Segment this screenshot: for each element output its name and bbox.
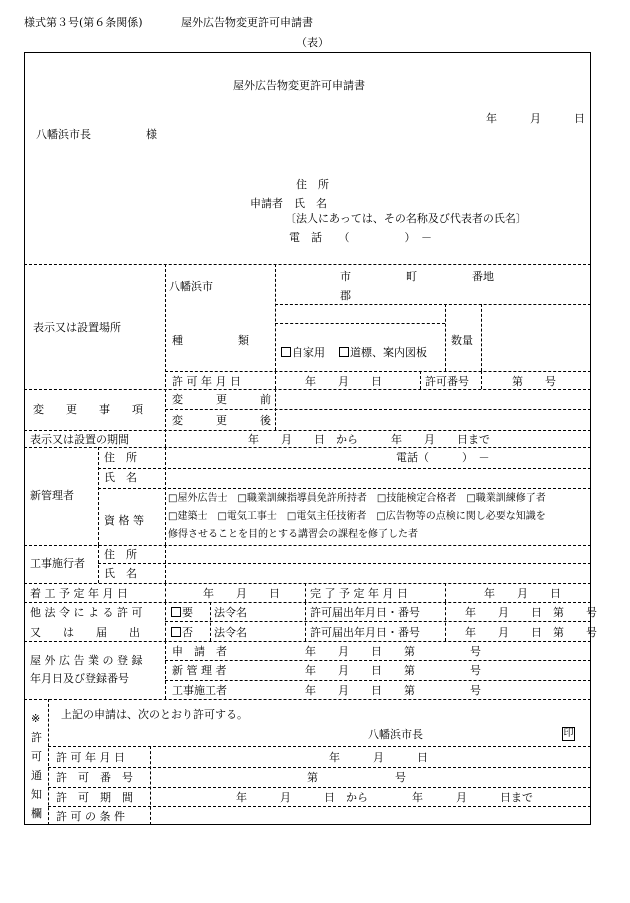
applicant-name-label: 申請者 氏 名 <box>250 197 327 210</box>
location-label: 表示又は設置場所 <box>33 321 121 334</box>
other-law-no[interactable]: 否 <box>171 627 193 638</box>
start-date-label: 着 工 予 定 年 月 日 <box>30 587 128 600</box>
registration-label-1: 屋 外 広 告 業 の 登 録 <box>30 654 143 667</box>
period-label: 表示又は設置の期間 <box>30 433 129 446</box>
registration-role-contractor: 工事施工者 <box>172 684 227 697</box>
notice-side-4: 通 <box>31 769 42 782</box>
change-label: 変 更 事 項 <box>33 403 143 416</box>
notice-side-1: ※ <box>31 712 41 725</box>
notice-side-2: 許 <box>31 731 42 744</box>
start-date-value[interactable]: 年 月 日 <box>203 587 280 600</box>
filing-value-2[interactable]: 年 月 日 第 号 <box>465 626 597 639</box>
notice-permit-no-value[interactable]: 第 号 <box>307 771 406 784</box>
manager-address-label: 住 所 <box>104 451 137 464</box>
type-option-jikayou[interactable]: 自家用 <box>281 347 325 358</box>
registration-role-applicant: 申 請 者 <box>172 645 227 658</box>
checkbox-icon[interactable] <box>339 347 349 357</box>
form-title-top: 屋外広告物変更許可申請書 <box>181 16 313 29</box>
permit-date-value[interactable]: 年 月 日 <box>305 375 382 388</box>
law-name-label-2: 法令名 <box>214 626 247 639</box>
manager-qual-line2[interactable]: □建築士 □電気工事士 □電気主任技術者 □広告物等の点検に関し必要な知識を <box>168 511 546 522</box>
checkbox-icon[interactable] <box>281 347 291 357</box>
omote-label: （表） <box>296 36 329 49</box>
notice-side-6: 欄 <box>31 807 42 820</box>
period-value[interactable]: 年 月 日 から 年 月 日まで <box>248 433 490 446</box>
quantity-label: 数量 <box>451 334 473 347</box>
addressee: 八幡浜市長 様 <box>36 128 157 141</box>
notice-permit-date-value[interactable]: 年 月 日 <box>329 751 428 764</box>
other-law-label-1: 他 法 令 に よ る 許 可 <box>30 606 143 619</box>
notice-permit-no-label: 許 可 番 号 <box>56 771 133 784</box>
permit-date-label: 許 可 年 月 日 <box>172 375 241 388</box>
law-name-label-1: 法令名 <box>214 606 247 619</box>
registration-value-contractor[interactable]: 年 月 日 第 号 <box>305 684 481 697</box>
notice-statement: 上記の申請は、次のとおり許可する。 <box>61 708 248 721</box>
permit-no-value[interactable]: 第 号 <box>512 375 556 388</box>
location-city: 八幡浜市 <box>169 280 213 293</box>
permit-no-label: 許可番号 <box>425 375 469 388</box>
location-town-row2: 郡 <box>340 289 351 302</box>
checkbox-icon[interactable] <box>171 627 181 637</box>
notice-side-5: 知 <box>31 788 42 801</box>
contractor-label: 工事施行者 <box>30 557 85 570</box>
other-law-yes[interactable]: 要 <box>171 607 193 618</box>
application-date[interactable]: 年 月 日 <box>486 112 585 125</box>
registration-value-applicant[interactable]: 年 月 日 第 号 <box>305 645 481 658</box>
end-date-label: 完 了 予 定 年 月 日 <box>310 587 408 600</box>
notice-side-3: 可 <box>31 750 42 763</box>
contractor-name-label: 氏 名 <box>104 567 137 580</box>
form-number: 様式第３号(第６条関係) <box>24 16 143 29</box>
notice-conditions-label: 許 可 の 条 件 <box>56 810 125 823</box>
manager-label: 新管理者 <box>30 489 74 502</box>
notice-permit-period-label: 許 可 期 間 <box>56 791 133 804</box>
location-town-row1: 市 町 番地 <box>340 270 494 283</box>
checkbox-icon[interactable] <box>171 607 181 617</box>
end-date-value[interactable]: 年 月 日 <box>484 587 561 600</box>
change-after-label: 変 更 後 <box>172 414 271 427</box>
filing-label-2: 許可届出年月日・番号 <box>310 626 420 639</box>
manager-phone[interactable]: 電話（ ） － <box>396 451 490 464</box>
address-label: 住 所 <box>296 178 329 191</box>
corp-note: 〔法人にあっては、その名称及び代表者の氏名〕 <box>285 212 527 225</box>
manager-qual-line3: 修得させることを目的とする講習会の課程を修了した者 <box>168 529 418 540</box>
contractor-address-label: 住 所 <box>104 548 137 561</box>
notice-permit-period-value[interactable]: 年 月 日 から 年 月 日まで <box>236 791 533 804</box>
other-law-label-2: 又 は 届 出 <box>30 626 140 639</box>
form-title: 屋外広告物変更許可申請書 <box>233 79 365 92</box>
registration-value-manager[interactable]: 年 月 日 第 号 <box>305 664 481 677</box>
notice-mayor: 八幡浜市長 <box>368 728 423 741</box>
filing-label-1: 許可届出年月日・番号 <box>310 606 420 619</box>
manager-qual-line1[interactable]: □屋外広告士 □職業訓練指導員免許所持者 □技能検定合格者 □職業訓練修了者 <box>168 493 546 504</box>
manager-name-label: 氏 名 <box>104 471 137 484</box>
type-option-doushou[interactable]: 道標、案内図板 <box>339 347 427 358</box>
filing-value-1[interactable]: 年 月 日 第 号 <box>465 606 597 619</box>
registration-role-manager: 新 管 理 者 <box>172 664 227 677</box>
manager-qual-label: 資 格 等 <box>104 514 144 527</box>
registration-label-2: 年月日及び登録番号 <box>30 672 129 685</box>
change-before-label: 変 更 前 <box>172 393 271 406</box>
type-label: 種 類 <box>172 334 249 347</box>
phone-label: 電 話 （ ） － <box>289 231 432 244</box>
notice-permit-date-label: 許 可 年 月 日 <box>56 751 125 764</box>
seal-mark: 印 <box>563 728 574 739</box>
